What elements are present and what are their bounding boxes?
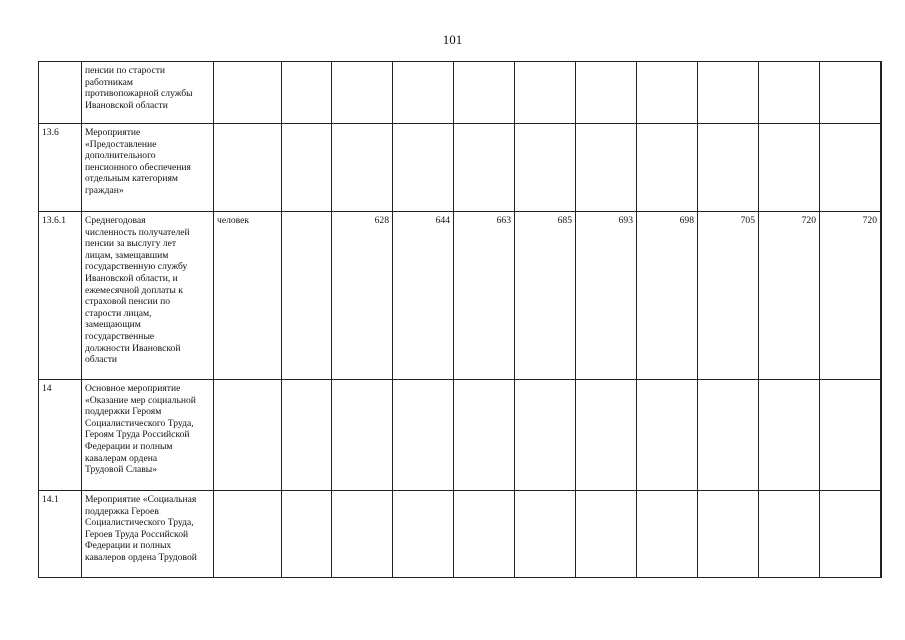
page-number: 101 [442, 32, 463, 47]
value-cell [515, 124, 576, 212]
value-cell [637, 62, 698, 124]
description-line: Героев Труда Российской [85, 528, 189, 540]
description-line: Среднегодовая [85, 215, 146, 226]
value-cell [759, 491, 820, 578]
value-cell: 644 [393, 212, 454, 380]
value-cell [820, 62, 881, 124]
row-number-cell: 14.1 [39, 491, 82, 578]
value-cell: 685 [515, 212, 576, 380]
description-line: кавалерам ордена [85, 452, 158, 464]
description-line: кавалеров ордена Трудовой [85, 551, 197, 563]
value-cell [515, 380, 576, 491]
table-row [39, 124, 882, 212]
value-cell: 693 [576, 212, 637, 380]
description-line: области [85, 354, 118, 366]
description-line: пенсии по старости [85, 65, 166, 76]
indicator-table [38, 61, 882, 578]
unit-cell [214, 124, 282, 212]
value-cell [332, 380, 393, 491]
value-cell [576, 491, 637, 578]
value-cell [332, 124, 393, 212]
description-line: Социалистического Труда, [85, 517, 194, 529]
description-line: Мероприятие «Социальная [85, 494, 197, 505]
description-line: работникам [85, 76, 133, 88]
value-cell [698, 491, 759, 578]
unit-cell [214, 62, 282, 124]
unit-cell: человек [214, 212, 282, 380]
description-line: Ивановской области [85, 99, 168, 111]
description-line: должности Ивановской [85, 342, 181, 354]
value-cell [576, 380, 637, 491]
description-line: численность получателей [85, 226, 190, 238]
value-cell [881, 212, 882, 380]
row-number-cell [39, 62, 82, 124]
description-line: «Предоставление [85, 138, 157, 150]
value-cell: 628 [332, 212, 393, 380]
description-line: пенсии за выслугу лет [85, 238, 177, 250]
description-cell [82, 62, 214, 124]
description-line: Основное мероприятие [85, 383, 181, 394]
value-cell [698, 124, 759, 212]
description-line: Социалистического Труда, [85, 417, 194, 429]
value-cell [515, 62, 576, 124]
description-line: Трудовой Славы» [85, 464, 158, 476]
description-line: поддержки Героям [85, 406, 162, 418]
description-line: Федерации и полных [85, 540, 172, 552]
unit-cell [214, 491, 282, 578]
value-cell: 705 [698, 212, 759, 380]
value-cell [820, 124, 881, 212]
value-cell [454, 124, 515, 212]
description-cell [82, 380, 214, 491]
empty-cell [282, 62, 332, 124]
value-cell [393, 380, 454, 491]
description-line: старости лицам, [85, 307, 152, 319]
description-line: страховой пенсии по [85, 296, 171, 308]
value-cell: 663 [454, 212, 515, 380]
value-cell [393, 124, 454, 212]
value-cell [881, 62, 882, 124]
value-cell [698, 62, 759, 124]
value-cell [637, 380, 698, 491]
description-line: государственные [85, 330, 155, 342]
description-cell [82, 124, 214, 212]
description-line: ежемесячной доплаты к [85, 284, 183, 296]
value-cell [759, 380, 820, 491]
value-cell [881, 380, 882, 491]
empty-cell [282, 491, 332, 578]
value-cell [454, 380, 515, 491]
description-line: поддержка Героев [85, 505, 159, 517]
description-line: замещающим [85, 319, 141, 331]
row-number-cell: 13.6.1 [39, 212, 82, 380]
empty-cell [282, 124, 332, 212]
value-cell [454, 491, 515, 578]
value-cell [637, 491, 698, 578]
value-cell: 698 [637, 212, 698, 380]
value-cell [393, 62, 454, 124]
description-line: пенсионного обеспечения [85, 161, 191, 173]
row-number-cell: 13.6 [39, 124, 82, 212]
value-cell [881, 124, 882, 212]
table-row [39, 491, 882, 578]
value-cell [637, 124, 698, 212]
table-row [39, 380, 882, 491]
description-cell [82, 212, 214, 380]
description-line: дополнительного [85, 150, 156, 162]
table-body [39, 62, 882, 578]
value-cell [759, 124, 820, 212]
description-line: отдельным категориям [85, 173, 178, 185]
value-cell [881, 491, 882, 578]
description-cell [82, 491, 214, 578]
value-cell: 720 [820, 212, 881, 380]
description-line: «Оказание мер социальной [85, 394, 196, 406]
value-cell [820, 491, 881, 578]
description-line: Ивановской области, и [85, 272, 178, 284]
description-line: противопожарной службы [85, 88, 193, 100]
description-line: государственную службу [85, 261, 188, 273]
value-cell: 720 [759, 212, 820, 380]
value-cell [698, 380, 759, 491]
empty-cell [282, 380, 332, 491]
value-cell [820, 380, 881, 491]
value-cell [332, 491, 393, 578]
description-line: Героям Труда Российской [85, 429, 190, 441]
value-cell [576, 124, 637, 212]
value-cell [576, 62, 637, 124]
value-cell [759, 62, 820, 124]
value-cell [332, 62, 393, 124]
value-cell [515, 491, 576, 578]
description-line: Мероприятие [85, 127, 141, 138]
empty-cell [282, 212, 332, 380]
table-row [39, 212, 882, 380]
description-line: лицам, замещавшим [85, 249, 169, 261]
description-line: Федерации и полным [85, 440, 173, 452]
row-number-cell: 14 [39, 380, 82, 491]
description-line: граждан» [85, 184, 124, 196]
value-cell [454, 62, 515, 124]
value-cell [393, 491, 454, 578]
table-row [39, 62, 882, 124]
unit-cell [214, 380, 282, 491]
